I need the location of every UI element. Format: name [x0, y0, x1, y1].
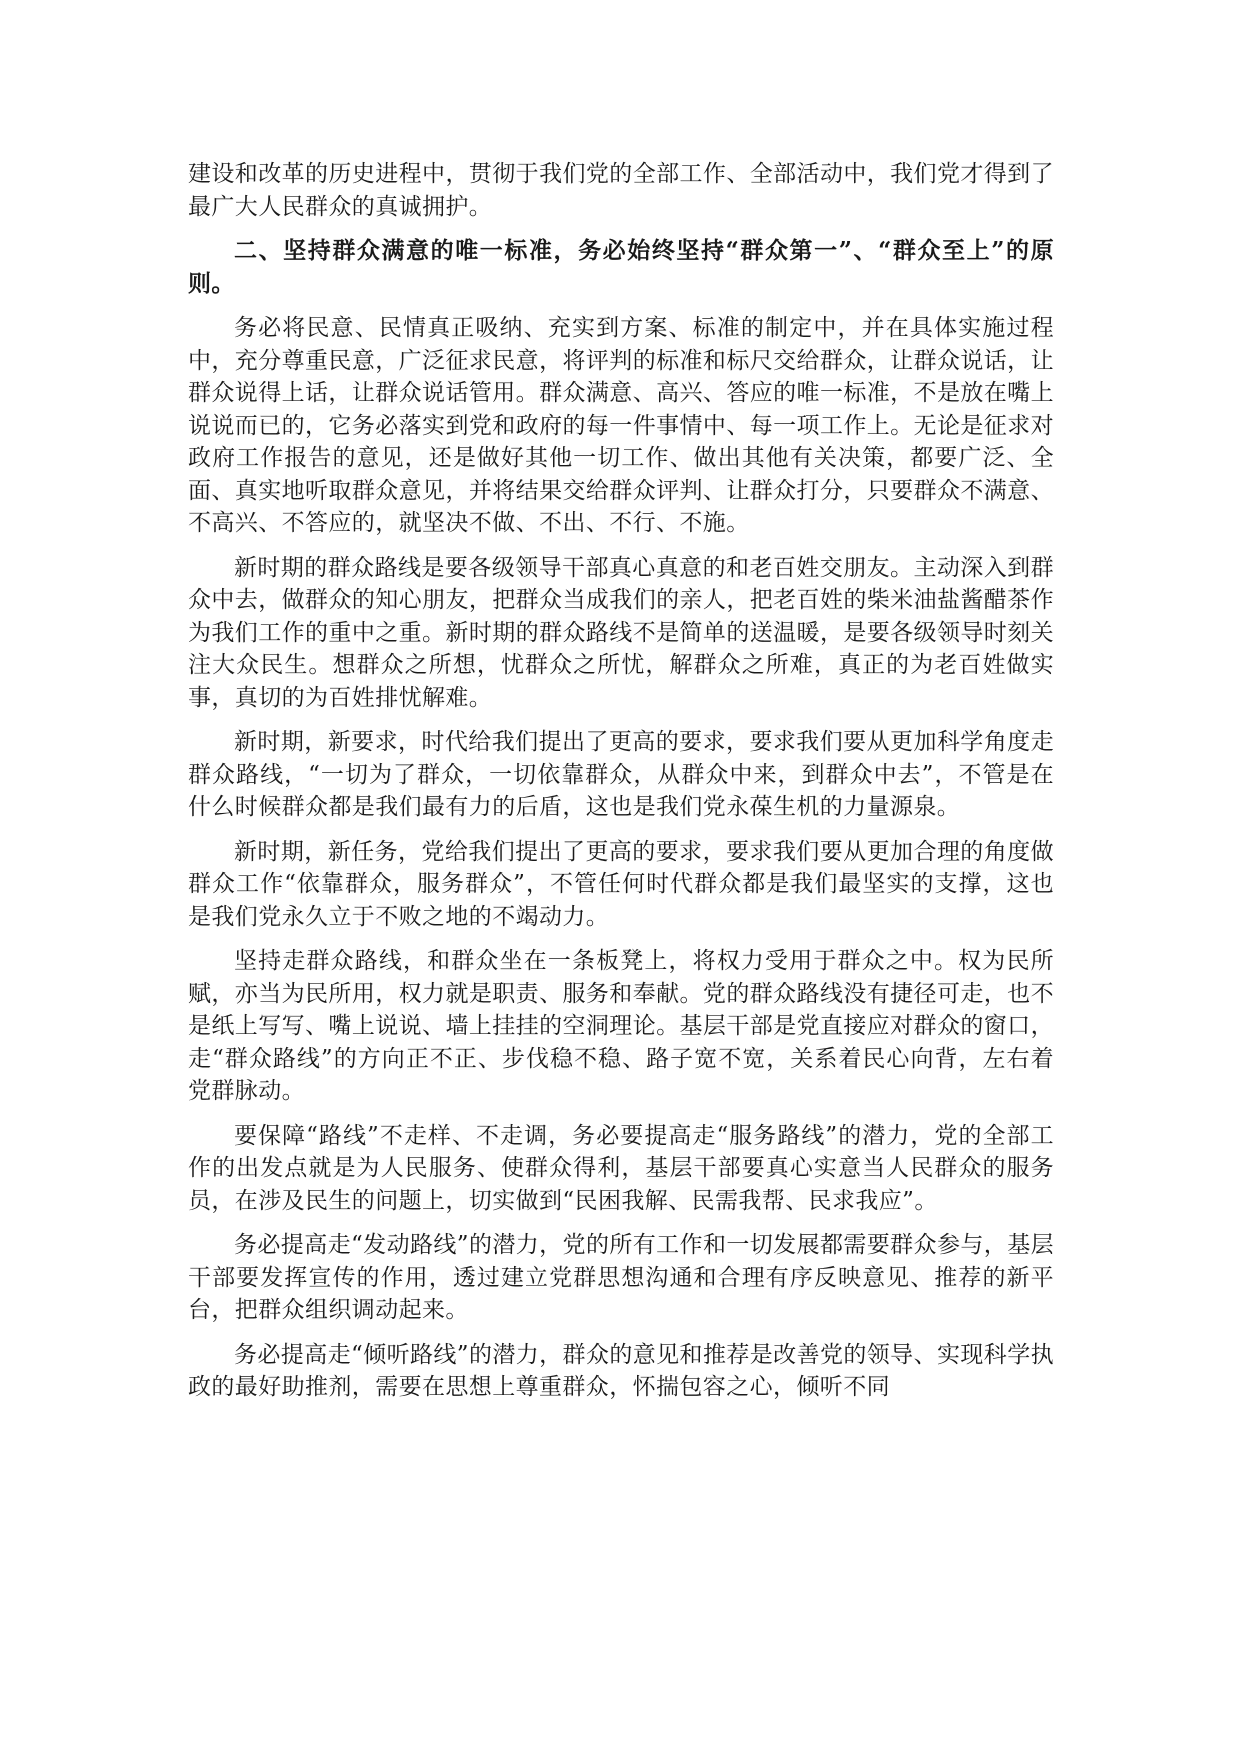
paragraph: 新时期，新任务，党给我们提出了更高的要求，要求我们要从更加合理的角度做群众工作“依靠群众，服务群众”，不管任何时代群众都是我们最坚实的支撑，这也是我们党永久立于不败之地的不竭动力。	[188, 838, 1054, 930]
paragraph: 新时期的群众路线是要各级领导干部真心真意的和老百姓交朋友。主动深入到群众中去，做群众的知心朋友，把群众当成我们的亲人，把老百姓的柴米油盐酱醋茶作为我们工作的重中之重。新时期的群众路线不是简单的送温暖，是要各级领导时刻关注大众民生。想群众之所想，忧群众之所忧，解群众之所难，真正的为老百姓做实事，真切的为百姓排忧解难。	[188, 554, 1054, 711]
paragraph: 新时期，新要求，时代给我们提出了更高的要求，要求我们要从更加科学角度走群众路线，“一切为了群众，一切依靠群众，从群众中来，到群众中去”，不管是在什么时候群众都是我们最有力的后盾，这也是我们党永葆生机的力量源泉。	[188, 729, 1054, 820]
paragraph-continuation: 建设和改革的历史进程中，贯彻于我们党的全部工作、全部活动中，我们党才得到了最广大人民群众的真诚拥护。	[188, 161, 1054, 220]
paragraph: 坚持走群众路线，和群众坐在一条板凳上，将权力受用于群众之中。权为民所赋，亦当为民所用，权力就是职责、服务和奉献。党的群众路线没有捷径可走，也不是纸上写写、嘴上说说、墙上挂挂的空洞理论。基层干部是党直接应对群众的窗口，走“群众路线”的方向正不正、步伐稳不稳、路子宽不宽，关系着民心向背，左右着党群脉动。	[188, 948, 1054, 1104]
paragraph: 务必将民意、民情真正吸纳、充实到方案、标准的制定中，并在具体实施过程中，充分尊重民意，广泛征求民意，将评判的标准和标尺交给群众，让群众说话，让群众说得上话，让群众说话管用。群众满意、高兴、答应的唯一标准，不是放在嘴上说说而已的，它务必落实到党和政府的每一件事情中、每一项工作上。无论是征求对政府工作报告的意见，还是做好其他一切工作、做出其他有关决策，都要广泛、全面、真实地听取群众意见，并将结果交给群众评判、让群众打分，只要群众不满意、不高兴、不答应的，就坚决不做、不出、不行、不施。	[188, 315, 1054, 536]
paragraph: 务必提高走“倾听路线”的潜力，群众的意见和推荐是改善党的领导、实现科学执政的最好助推剂，需要在思想上尊重群众，怀揣包容之心，倾听不同	[188, 1341, 1054, 1400]
section-heading: 二、坚持群众满意的唯一标准，务必始终坚持“群众第一”、“群众至上”的原则。	[188, 237, 1054, 297]
document-page	[188, 158, 1054, 1416]
paragraph: 要保障“路线”不走样、不走调，务必要提高走“服务路线”的潜力，党的全部工作的出发点就是为人民服务、使群众得利，基层干部要真心实意当人民群众的服务员，在涉及民生的问题上，切实做到“民困我解、民需我帮、民求我应”。	[188, 1122, 1054, 1214]
paragraph: 务必提高走“发动路线”的潜力，党的所有工作和一切发展都需要群众参与，基层干部要发挥宣传的作用，透过建立党群思想沟通和合理有序反映意见、推荐的新平台，把群众组织调动起来。	[188, 1232, 1054, 1323]
